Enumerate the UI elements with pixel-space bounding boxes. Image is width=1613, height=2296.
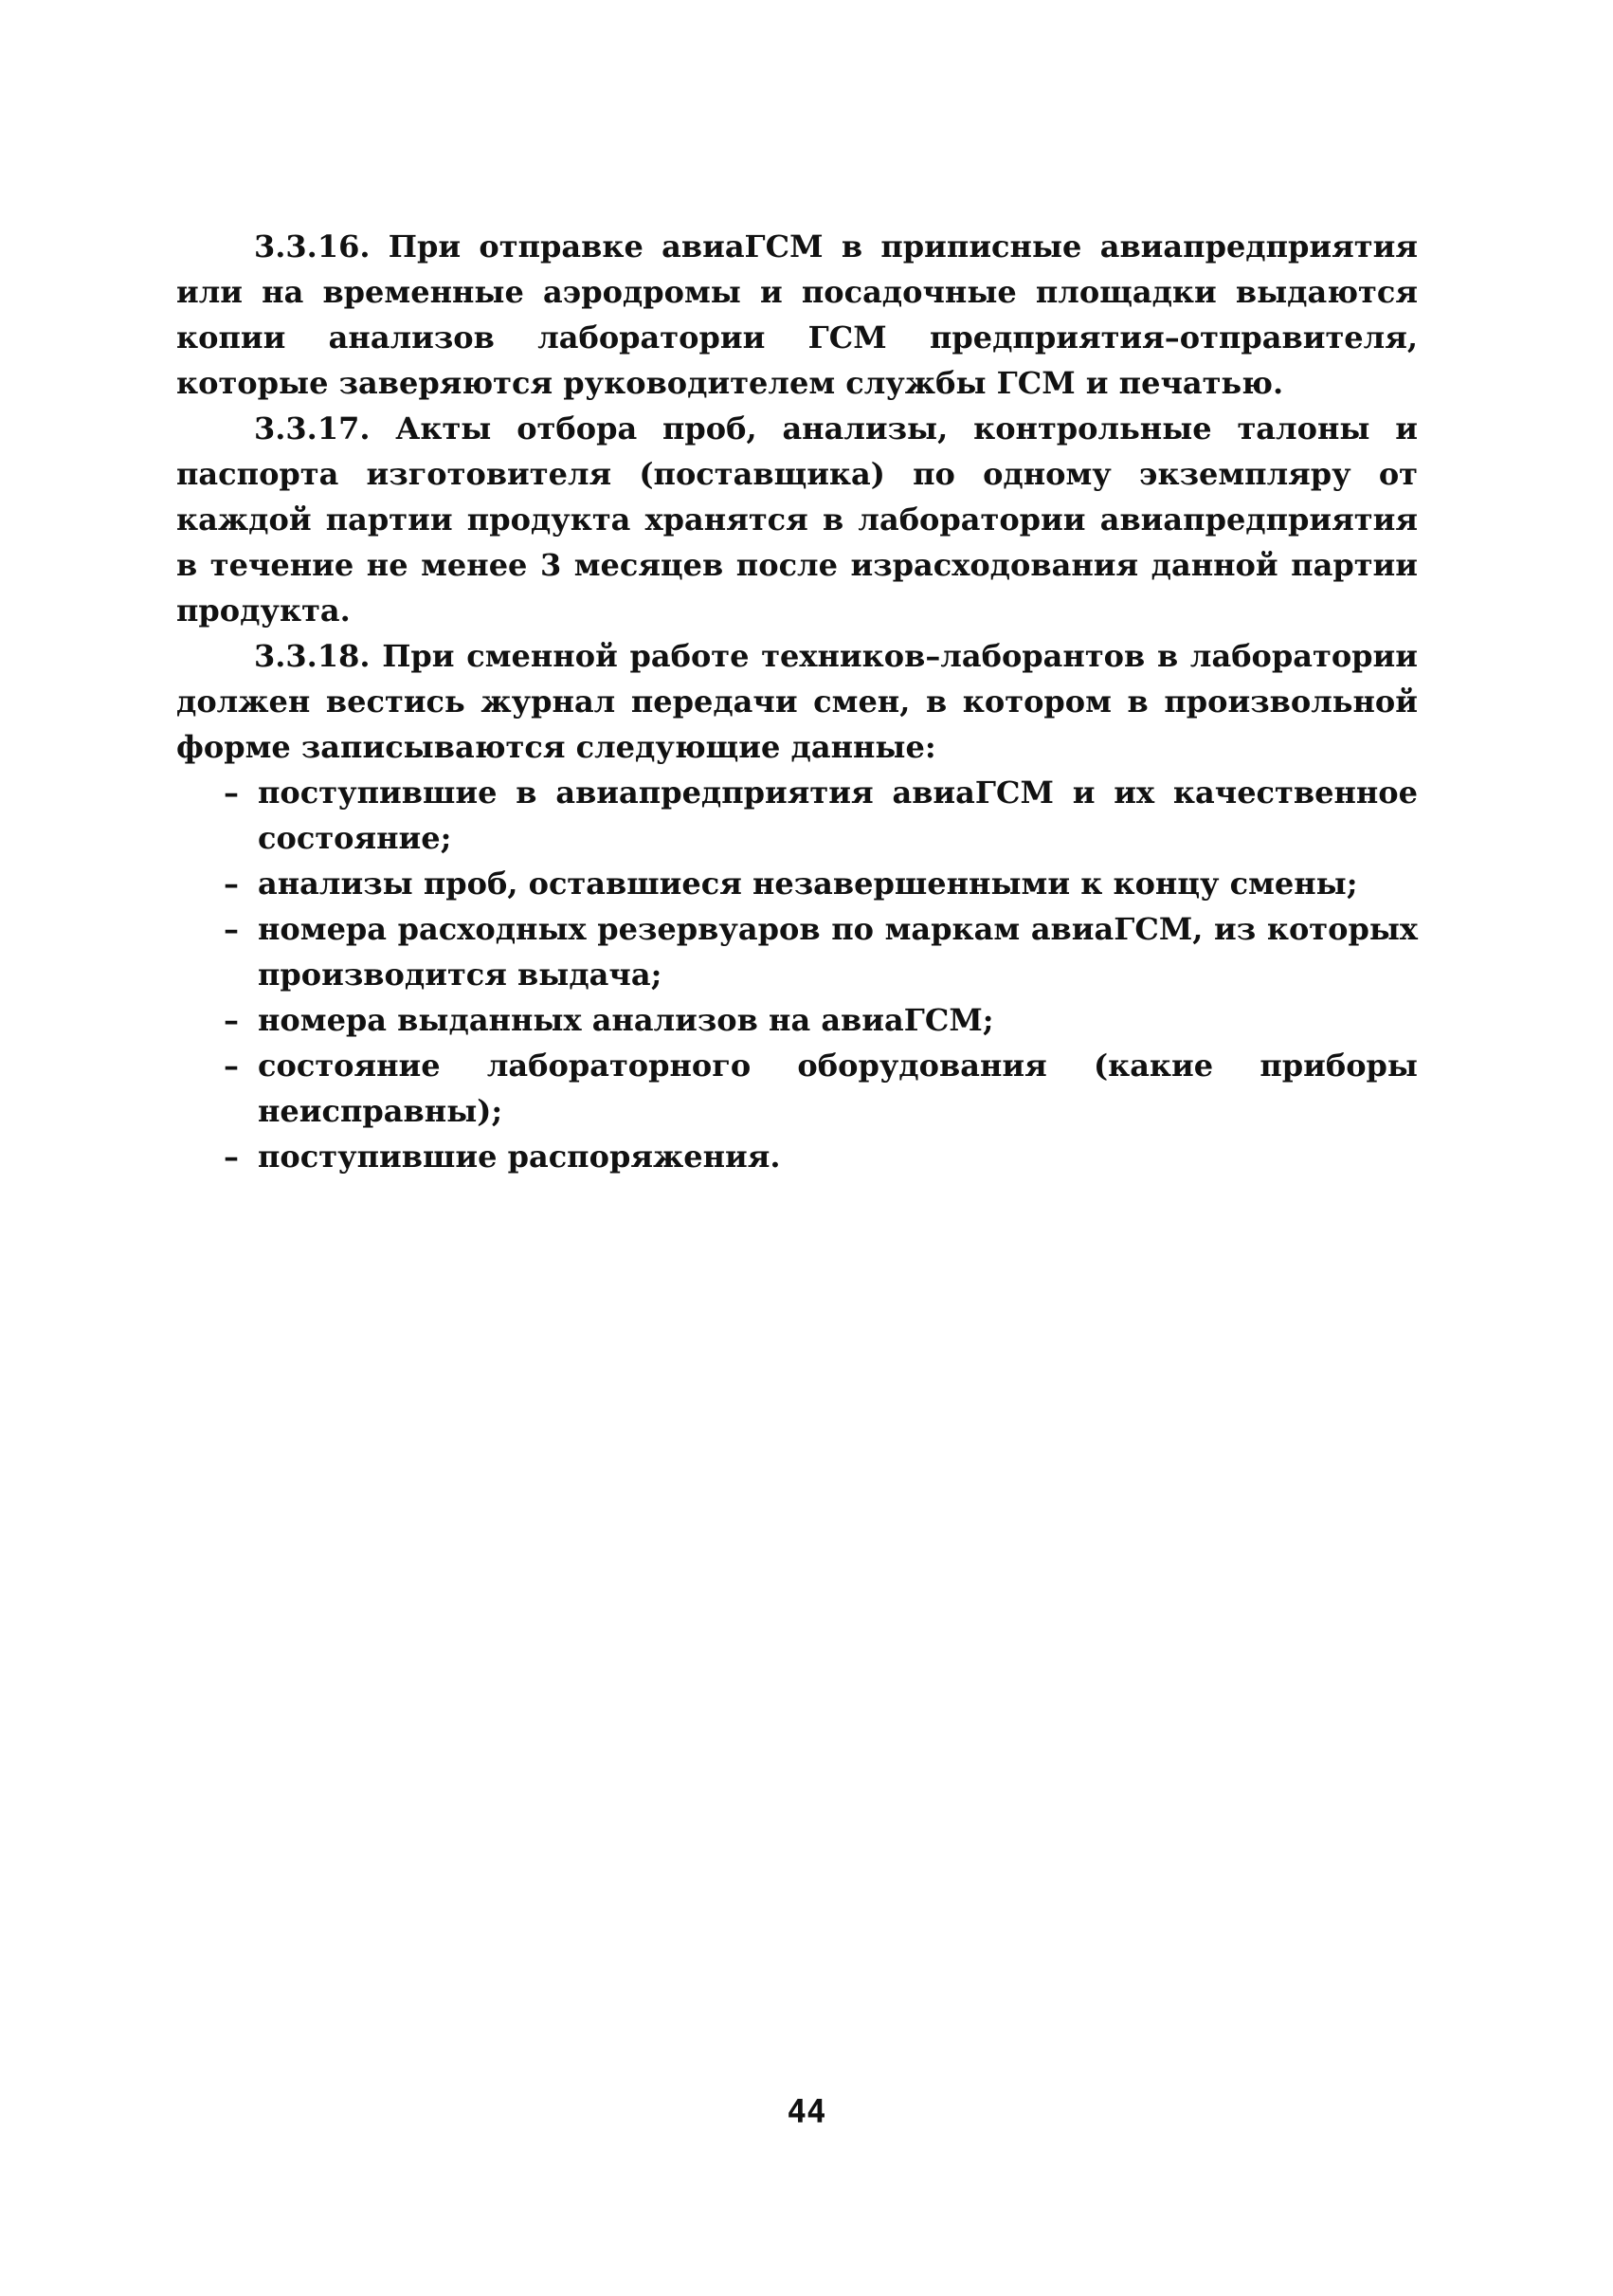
list-item	[176, 1043, 1418, 1134]
paragraph-3-3-18: 3.3.18. При сменной работе техников–лаборантов в лаборатории должен вестись журнал передачи смен, в котором в произвольной форме записываются следующие данные:	[176, 638, 1418, 765]
dash-marker: –	[224, 911, 239, 947]
dash-marker: –	[224, 774, 239, 811]
list-item-text: номера расходных резервуаров по маркам авиаГСМ, из которых производится выдача;	[258, 911, 1418, 993]
dash-marker: –	[224, 1139, 239, 1175]
list-item	[176, 906, 1418, 997]
list-item-text: анализы проб, оставшиеся незавершенными к концу смены;	[258, 866, 1358, 902]
dash-marker: –	[224, 1048, 239, 1084]
paragraph-3-3-17: 3.3.17. Акты отбора проб, анализы, контрольные талоны и паспорта изготовителя (поставщика) по одному экземпляру от каждой партии продукта хранятся в лаборатории авиапредприятия в течение не менее 3 месяцев после израсходования данной партии продукта.	[176, 410, 1418, 629]
page-number: 44	[787, 2093, 826, 2131]
list-item-text: поступившие в авиапредприятия авиаГСМ и их качественное состояние;	[258, 774, 1418, 856]
document-body	[176, 224, 1418, 1179]
list-item-text: поступившие распоряжения.	[258, 1139, 781, 1175]
list-item-text: номера выданных анализов на авиаГСМ;	[258, 1002, 994, 1038]
list-item	[176, 997, 1418, 1043]
dash-marker: –	[224, 1002, 239, 1038]
list-item	[176, 1134, 1418, 1179]
list-item-text: состояние лабораторного оборудования (какие приборы неисправны);	[258, 1048, 1418, 1129]
paragraph-3-3-16: 3.3.16. При отправке авиаГСМ в приписные авиапредприятия или на временные аэродромы и посадочные площадки выдаются копии анализов лаборатории ГСМ предприятия–отправителя, которые заверяются руководителем службы ГСМ и печатью.	[176, 228, 1418, 401]
shift-log-data-list	[176, 770, 1418, 1179]
dash-marker: –	[224, 866, 239, 902]
list-item	[176, 861, 1418, 906]
list-item	[176, 770, 1418, 861]
